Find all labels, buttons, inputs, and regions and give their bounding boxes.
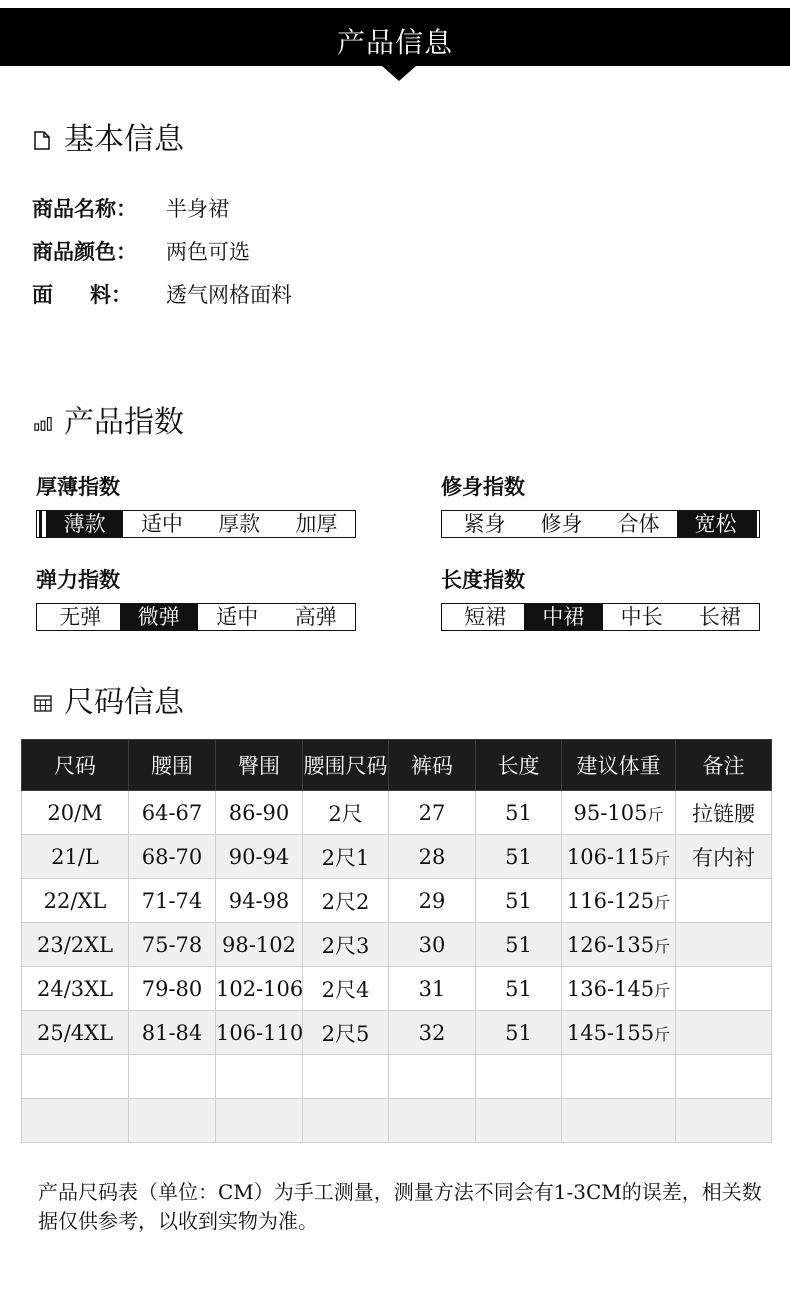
table-cell — [476, 1099, 562, 1143]
table-cell — [303, 1099, 389, 1143]
index-option: 高弹 — [294, 605, 337, 629]
index-option: 紧身 — [463, 512, 506, 536]
table-cell: 2尺4 — [303, 967, 389, 1011]
section-size-heading — [34, 686, 184, 720]
table-cell: 136-145斤 — [562, 967, 676, 1011]
index-option: 合体 — [617, 512, 660, 536]
table-cell — [389, 1099, 476, 1143]
table-cell: 29 — [389, 879, 476, 923]
table-cell: 2尺1 — [303, 835, 389, 879]
table-cell: 145-155斤 — [562, 1011, 676, 1055]
table-cell — [129, 1099, 216, 1143]
table-cell: 64-67 — [129, 791, 216, 835]
table-cell — [676, 1011, 772, 1055]
info-value: 透气网格面料 — [166, 283, 292, 307]
table-cell: 102-106 — [216, 967, 303, 1011]
table-cell: 51 — [476, 923, 562, 967]
table-cell: 106-110 — [216, 1011, 303, 1055]
index-option: 长裙 — [698, 605, 741, 629]
table-header-row — [22, 740, 772, 791]
column-header: 长度 — [476, 740, 562, 791]
column-header: 尺码 — [22, 740, 129, 791]
index-option: 适中 — [216, 605, 259, 629]
table-cell: 拉链腰 — [676, 791, 772, 835]
index-title-length: 长度指数 — [441, 567, 525, 592]
table-cell: 51 — [476, 879, 562, 923]
index-option: 中长 — [620, 605, 663, 629]
header-banner — [0, 8, 790, 66]
table-cell — [562, 1099, 676, 1143]
table-cell: 90-94 — [216, 835, 303, 879]
table-row — [22, 923, 772, 967]
document-icon — [34, 131, 52, 149]
info-label: 商品颜色： — [32, 239, 137, 264]
column-header: 腰围尺码 — [303, 740, 389, 791]
table-row — [22, 1011, 772, 1055]
table-cell: 116-125斤 — [562, 879, 676, 923]
index-option: 加厚 — [295, 512, 338, 536]
column-header: 臀围 — [216, 740, 303, 791]
index-option: 厚款 — [218, 512, 261, 536]
table-cell: 27 — [389, 791, 476, 835]
info-row-name — [32, 193, 229, 223]
section-title: 产品指数 — [64, 405, 184, 440]
table-cell: 2尺 — [303, 791, 389, 835]
section-index-heading — [34, 406, 184, 440]
table-cell: 2尺2 — [303, 879, 389, 923]
index-option: 宽松 — [677, 511, 754, 537]
table-cell — [676, 879, 772, 923]
table-row — [22, 835, 772, 879]
table-cell — [22, 1099, 129, 1143]
table-cell: 30 — [389, 923, 476, 967]
index-title-elasticity: 弹力指数 — [36, 567, 120, 592]
index-scale-elasticity — [36, 603, 356, 631]
table-cell: 81-84 — [129, 1011, 216, 1055]
banner-title: 产品信息 — [336, 26, 453, 59]
table-cell — [216, 1099, 303, 1143]
info-value: 两色可选 — [166, 240, 250, 264]
info-value: 半身裙 — [166, 197, 229, 221]
table-cell: 20/M — [22, 791, 129, 835]
column-header: 建议体重 — [562, 740, 676, 791]
table-row — [22, 967, 772, 1011]
table-cell: 24/3XL — [22, 967, 129, 1011]
table-row — [22, 879, 772, 923]
table-cell: 95-105斤 — [562, 791, 676, 835]
table-cell — [303, 1055, 389, 1099]
table-cell: 94-98 — [216, 879, 303, 923]
index-option: 中裙 — [524, 604, 602, 630]
index-option: 微弹 — [120, 604, 199, 630]
table-cell — [676, 923, 772, 967]
section-title: 尺码信息 — [64, 685, 184, 720]
size-table — [21, 739, 772, 1143]
index-option: 薄款 — [46, 511, 123, 537]
index-option: 短裙 — [464, 605, 507, 629]
index-scale-thickness — [36, 510, 356, 538]
table-cell: 2尺3 — [303, 923, 389, 967]
table-cell: 28 — [389, 835, 476, 879]
table-cell: 25/4XL — [22, 1011, 129, 1055]
table-cell: 22/XL — [22, 879, 129, 923]
section-basic-info-heading — [34, 123, 184, 157]
table-cell: 31 — [389, 967, 476, 1011]
table-cell: 71-74 — [129, 879, 216, 923]
table-cell — [676, 1055, 772, 1099]
calendar-grid-icon — [34, 694, 52, 712]
table-cell: 106-115斤 — [562, 835, 676, 879]
table-cell: 98-102 — [216, 923, 303, 967]
table-cell: 51 — [476, 1011, 562, 1055]
column-header: 腰围 — [129, 740, 216, 791]
table-cell: 32 — [389, 1011, 476, 1055]
info-label: 面 料： — [32, 282, 132, 307]
table-row — [22, 791, 772, 835]
table-cell: 21/L — [22, 835, 129, 879]
index-option: 无弹 — [59, 605, 102, 629]
table-cell — [129, 1055, 216, 1099]
table-cell — [389, 1055, 476, 1099]
info-row-fabric — [32, 279, 292, 309]
section-title: 基本信息 — [64, 122, 184, 157]
column-header: 备注 — [676, 740, 772, 791]
table-cell: 126-135斤 — [562, 923, 676, 967]
table-cell: 有内衬 — [676, 835, 772, 879]
table-cell — [676, 967, 772, 1011]
table-cell: 51 — [476, 835, 562, 879]
table-row — [22, 1099, 772, 1143]
index-option: 修身 — [540, 512, 583, 536]
table-cell: 79-80 — [129, 967, 216, 1011]
info-row-color — [32, 236, 250, 266]
table-cell — [676, 1099, 772, 1143]
table-cell: 86-90 — [216, 791, 303, 835]
table-cell: 51 — [476, 967, 562, 1011]
table-cell: 23/2XL — [22, 923, 129, 967]
measurement-note: 产品尺码表（单位：CM）为手工测量，测量方法不同会有1-3CM的误差，相关数据仅供参考，以收到实物为准。 — [38, 1180, 762, 1233]
column-header: 裤码 — [389, 740, 476, 791]
index-scale-fit — [441, 510, 760, 538]
table-cell — [562, 1055, 676, 1099]
table-cell: 51 — [476, 791, 562, 835]
table-cell: 75-78 — [129, 923, 216, 967]
table-row — [22, 1055, 772, 1099]
index-title-fit: 修身指数 — [441, 474, 525, 499]
table-cell: 68-70 — [129, 835, 216, 879]
table-cell — [476, 1055, 562, 1099]
info-label: 商品名称： — [32, 196, 137, 221]
index-scale-length — [441, 603, 760, 631]
banner-notch — [382, 66, 416, 81]
index-option: 适中 — [140, 512, 183, 536]
table-cell: 2尺5 — [303, 1011, 389, 1055]
bar-chart-icon — [34, 414, 52, 432]
table-cell — [216, 1055, 303, 1099]
table-cell — [22, 1055, 129, 1099]
index-title-thickness: 厚薄指数 — [36, 474, 120, 499]
